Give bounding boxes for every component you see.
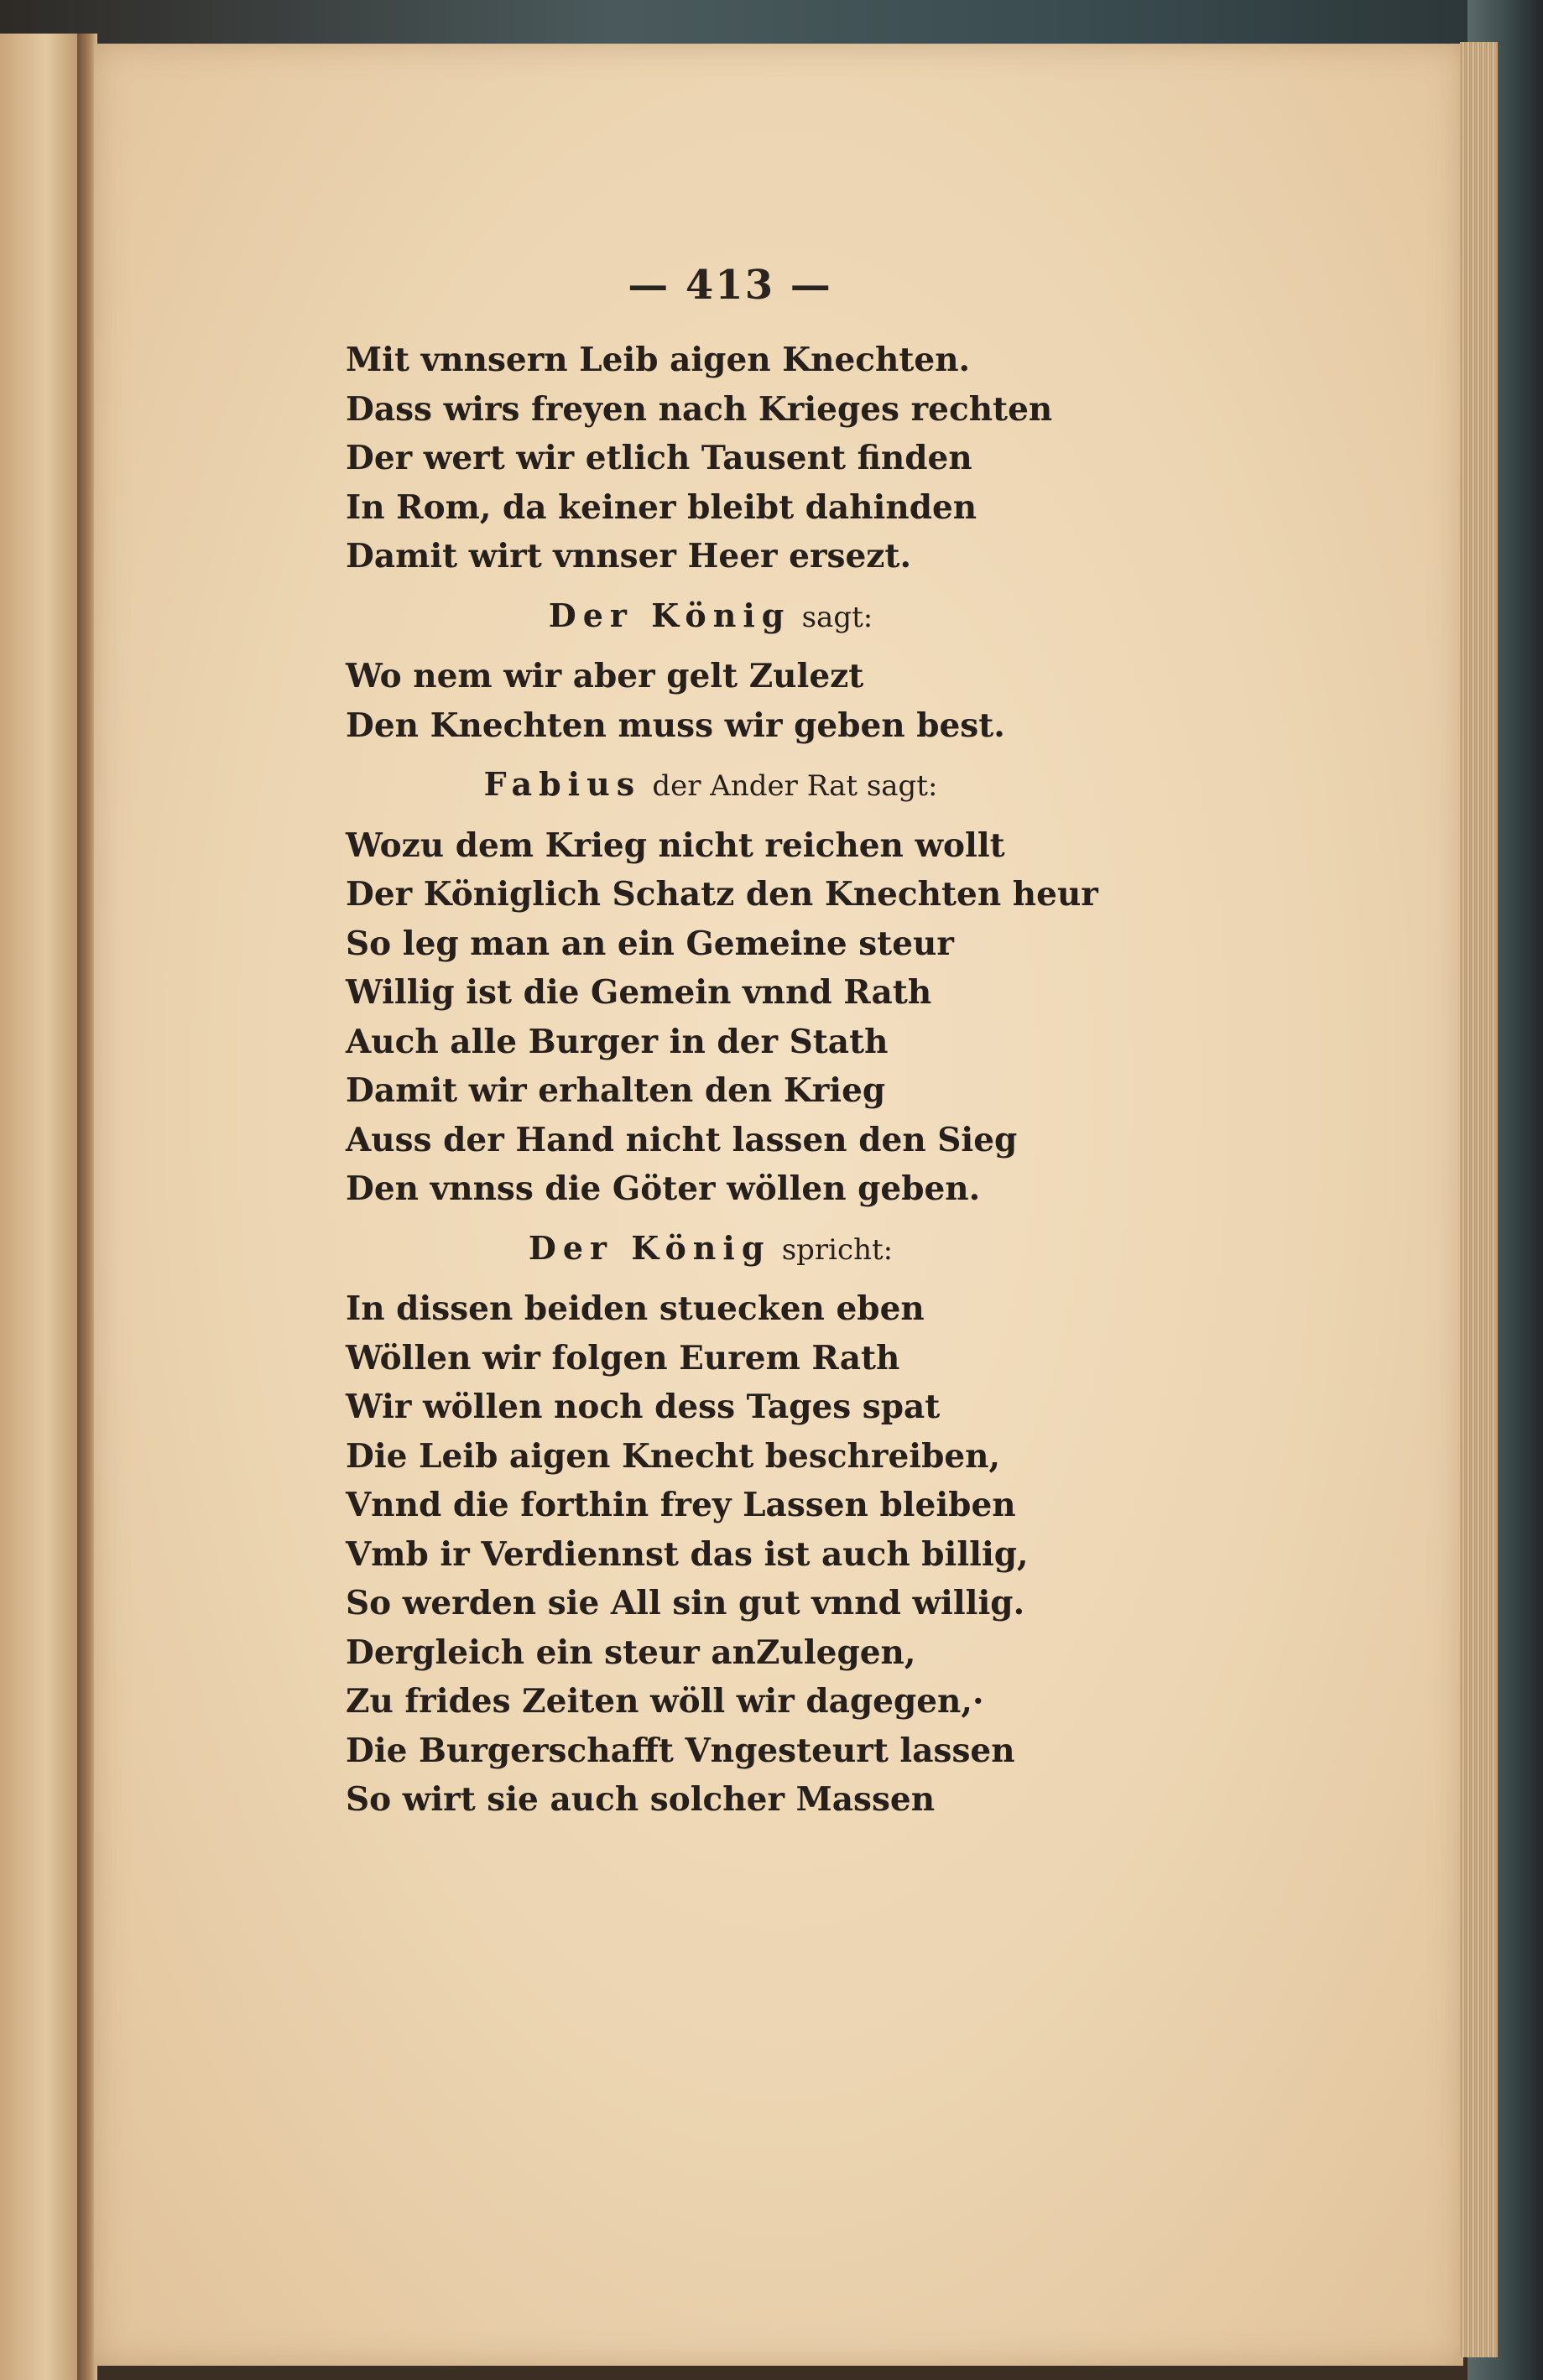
verse-line: So leg man an ein Gemeine steur (346, 924, 954, 963)
verse-line: Damit wir erhalten den Krieg (346, 1071, 886, 1110)
verse-line: Zu frides Zeiten wöll wir dagegen,· (346, 1682, 984, 1721)
verse-line: Der Königlich Schatz den Knechten heur (346, 875, 1098, 914)
verse-line: So wirt sie auch solcher Massen (346, 1780, 936, 1819)
speaker-tag: der Ander Rat sagt: (652, 769, 938, 803)
speaker-tag: spricht: (781, 1232, 894, 1267)
verse-line: In Rom, da keiner bleibt dahinden (346, 487, 977, 527)
verse-line: Dergleich ein steur anZulegen, (346, 1633, 916, 1672)
verse-line: Wozu dem Krieg nicht reichen wollt (346, 825, 1005, 865)
verse-line: Willig ist die Gemein vnnd Rath (346, 973, 932, 1012)
verse-line: Den vnnss die Göter wöllen geben. (346, 1169, 981, 1208)
verse-line: Die Leib aigen Knecht beschreiben, (346, 1436, 1001, 1476)
verse-line: Die Burgerschafft Vngesteurt lassen (346, 1731, 1015, 1770)
verse-line: Auch alle Burger in der Stath (346, 1022, 889, 1061)
verse-line: Vnnd die forthin frey Lassen bleiben (346, 1486, 1016, 1524)
verse-line: Wir wöllen noch dess Tages spat (346, 1388, 941, 1426)
verse-line: Wöllen wir folgen Eurem Rath (346, 1338, 900, 1377)
page-number: — 413 — (628, 262, 832, 309)
verse-line: Auss der Hand nicht lassen den Sieg (346, 1120, 1018, 1159)
page-edges (1460, 42, 1498, 2357)
speaker-heading (346, 1224, 1185, 1275)
verse-line: Den Knechten muss wir geben best. (346, 706, 1005, 745)
left-facing-page (0, 34, 84, 2380)
verse-line: In dissen beiden stuecken eben (346, 1289, 925, 1328)
speaker-heading (346, 591, 1185, 643)
speaker-name: Der König (528, 1228, 771, 1267)
speaker-tag: sagt: (801, 600, 873, 634)
verse-text (346, 336, 1185, 1825)
speaker-name: Der König (548, 596, 791, 634)
verse-line: Vmb ir Verdiennst das ist auch billig, (346, 1534, 1029, 1574)
verse-line: Mit vnnsern Leib aigen Knechten. (346, 341, 971, 379)
verse-line: Der wert wir etlich Tausent finden (346, 439, 972, 477)
verse-line: Wo nem wir aber gelt Zulezt (346, 657, 864, 695)
verse-line: Damit wirt vnnser Heer ersezt. (346, 537, 912, 575)
verse-line: Dass wirs freyen nach Krieges rechten (346, 389, 1053, 429)
verse-line: So werden sie All sin gut vnnd willig. (346, 1584, 1025, 1622)
speaker-heading (346, 760, 1185, 811)
speaker-name: Fabius (483, 765, 642, 803)
